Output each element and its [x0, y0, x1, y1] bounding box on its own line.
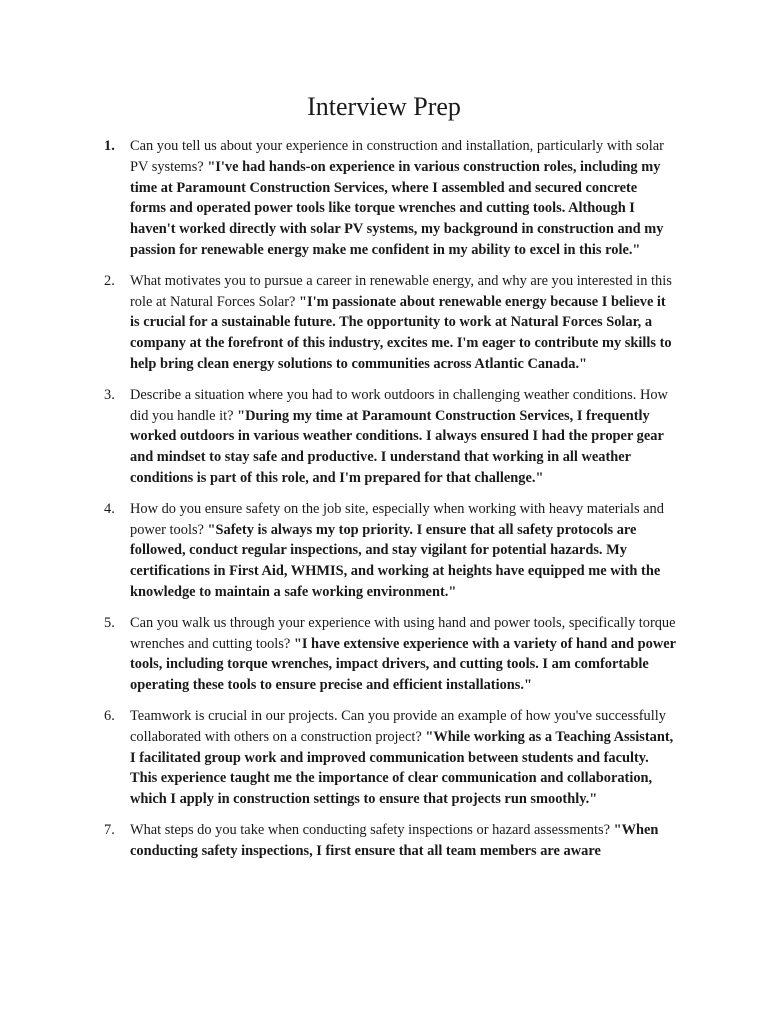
list-item: [104, 136, 676, 261]
item-number: 2.: [104, 272, 115, 289]
list-item: [104, 385, 676, 489]
answer-text: "When conducting safety inspections, I first ensure that all team members are aware: [130, 821, 659, 859]
answer-text: "I'm passionate about renewable energy because I believe it is crucial for a sustainable future. The opportunity to work at Natural Forces Solar, a company at the forefront of this industry, excites me. I'm eager to contribute my skills to help bring clean energy solutions to communities across Atlantic Canada.": [130, 293, 672, 372]
question-text: Describe a situation where you had to work outdoors in challenging weather conditions. How did you handle it?: [130, 386, 668, 424]
list-item: [104, 499, 676, 603]
item-number: 7.: [104, 821, 115, 838]
item-number: 1.: [104, 138, 115, 154]
item-number: 4.: [104, 500, 115, 517]
answer-text: "Safety is always my top priority. I ensure that all safety protocols are followed, conduct regular inspections, and stay vigilant for potential hazards. My certifications in First Aid, WHMIS, and working at heights have equipped me with the knowledge to maintain a safe working environment.": [130, 521, 661, 600]
item-number: 3.: [104, 386, 115, 403]
list-item: [104, 613, 676, 696]
question-text: What motivates you to pursue a career in renewable energy, and why are you interested in this role at Natural Forces Solar?: [130, 272, 672, 310]
answer-text: "I have extensive experience with a variety of hand and power tools, including torque wrenches, impact drivers, and cutting tools. I am comfortable operating these tools to ensure precise and efficient installations.": [130, 635, 676, 694]
answer-text: "I've had hands-on experience in various construction roles, including my time at Paramount Construction Services, where I assembled and secured concrete forms and operated power tools like torque wrenches and cutting tools. Although I haven't worked directly with solar PV systems, my background in construction and my passion for renewable energy make me confident in my ability to excel in this role.": [130, 158, 664, 258]
list-item: [104, 271, 676, 375]
item-number: 6.: [104, 707, 115, 724]
answer-text: "While working as a Teaching Assistant, I facilitated group work and improved communication between students and faculty. This experience taught me the importance of clear communication and collaboration, which I apply in construction settings to ensure that projects run smoothly.": [130, 728, 674, 808]
question-list: [104, 136, 676, 872]
list-item: [104, 820, 676, 862]
question-text: Can you walk us through your experience with using hand and power tools, specifically torque wrenches and cutting tools?: [130, 614, 676, 652]
question-text: Teamwork is crucial in our projects. Can you provide an example of how you've successfully collaborated with others on a construction project?: [130, 707, 666, 745]
question-text: Can you tell us about your experience in construction and installation, particularly with solar PV systems?: [130, 138, 664, 175]
question-text: How do you ensure safety on the job site, especially when working with heavy materials and power tools?: [130, 500, 664, 538]
item-number: 5.: [104, 614, 115, 631]
list-item: [104, 706, 676, 810]
answer-text: "During my time at Paramount Construction Services, I frequently worked outdoors in various weather conditions. I always ensured I had the proper gear and mindset to stay safe and productive. I understand that working in all weather conditions is part of this role, and I'm prepared for that challenge.": [130, 407, 664, 486]
page-title: Interview Prep: [307, 92, 461, 121]
question-text: What steps do you take when conducting safety inspections or hazard assessments?: [130, 821, 610, 838]
